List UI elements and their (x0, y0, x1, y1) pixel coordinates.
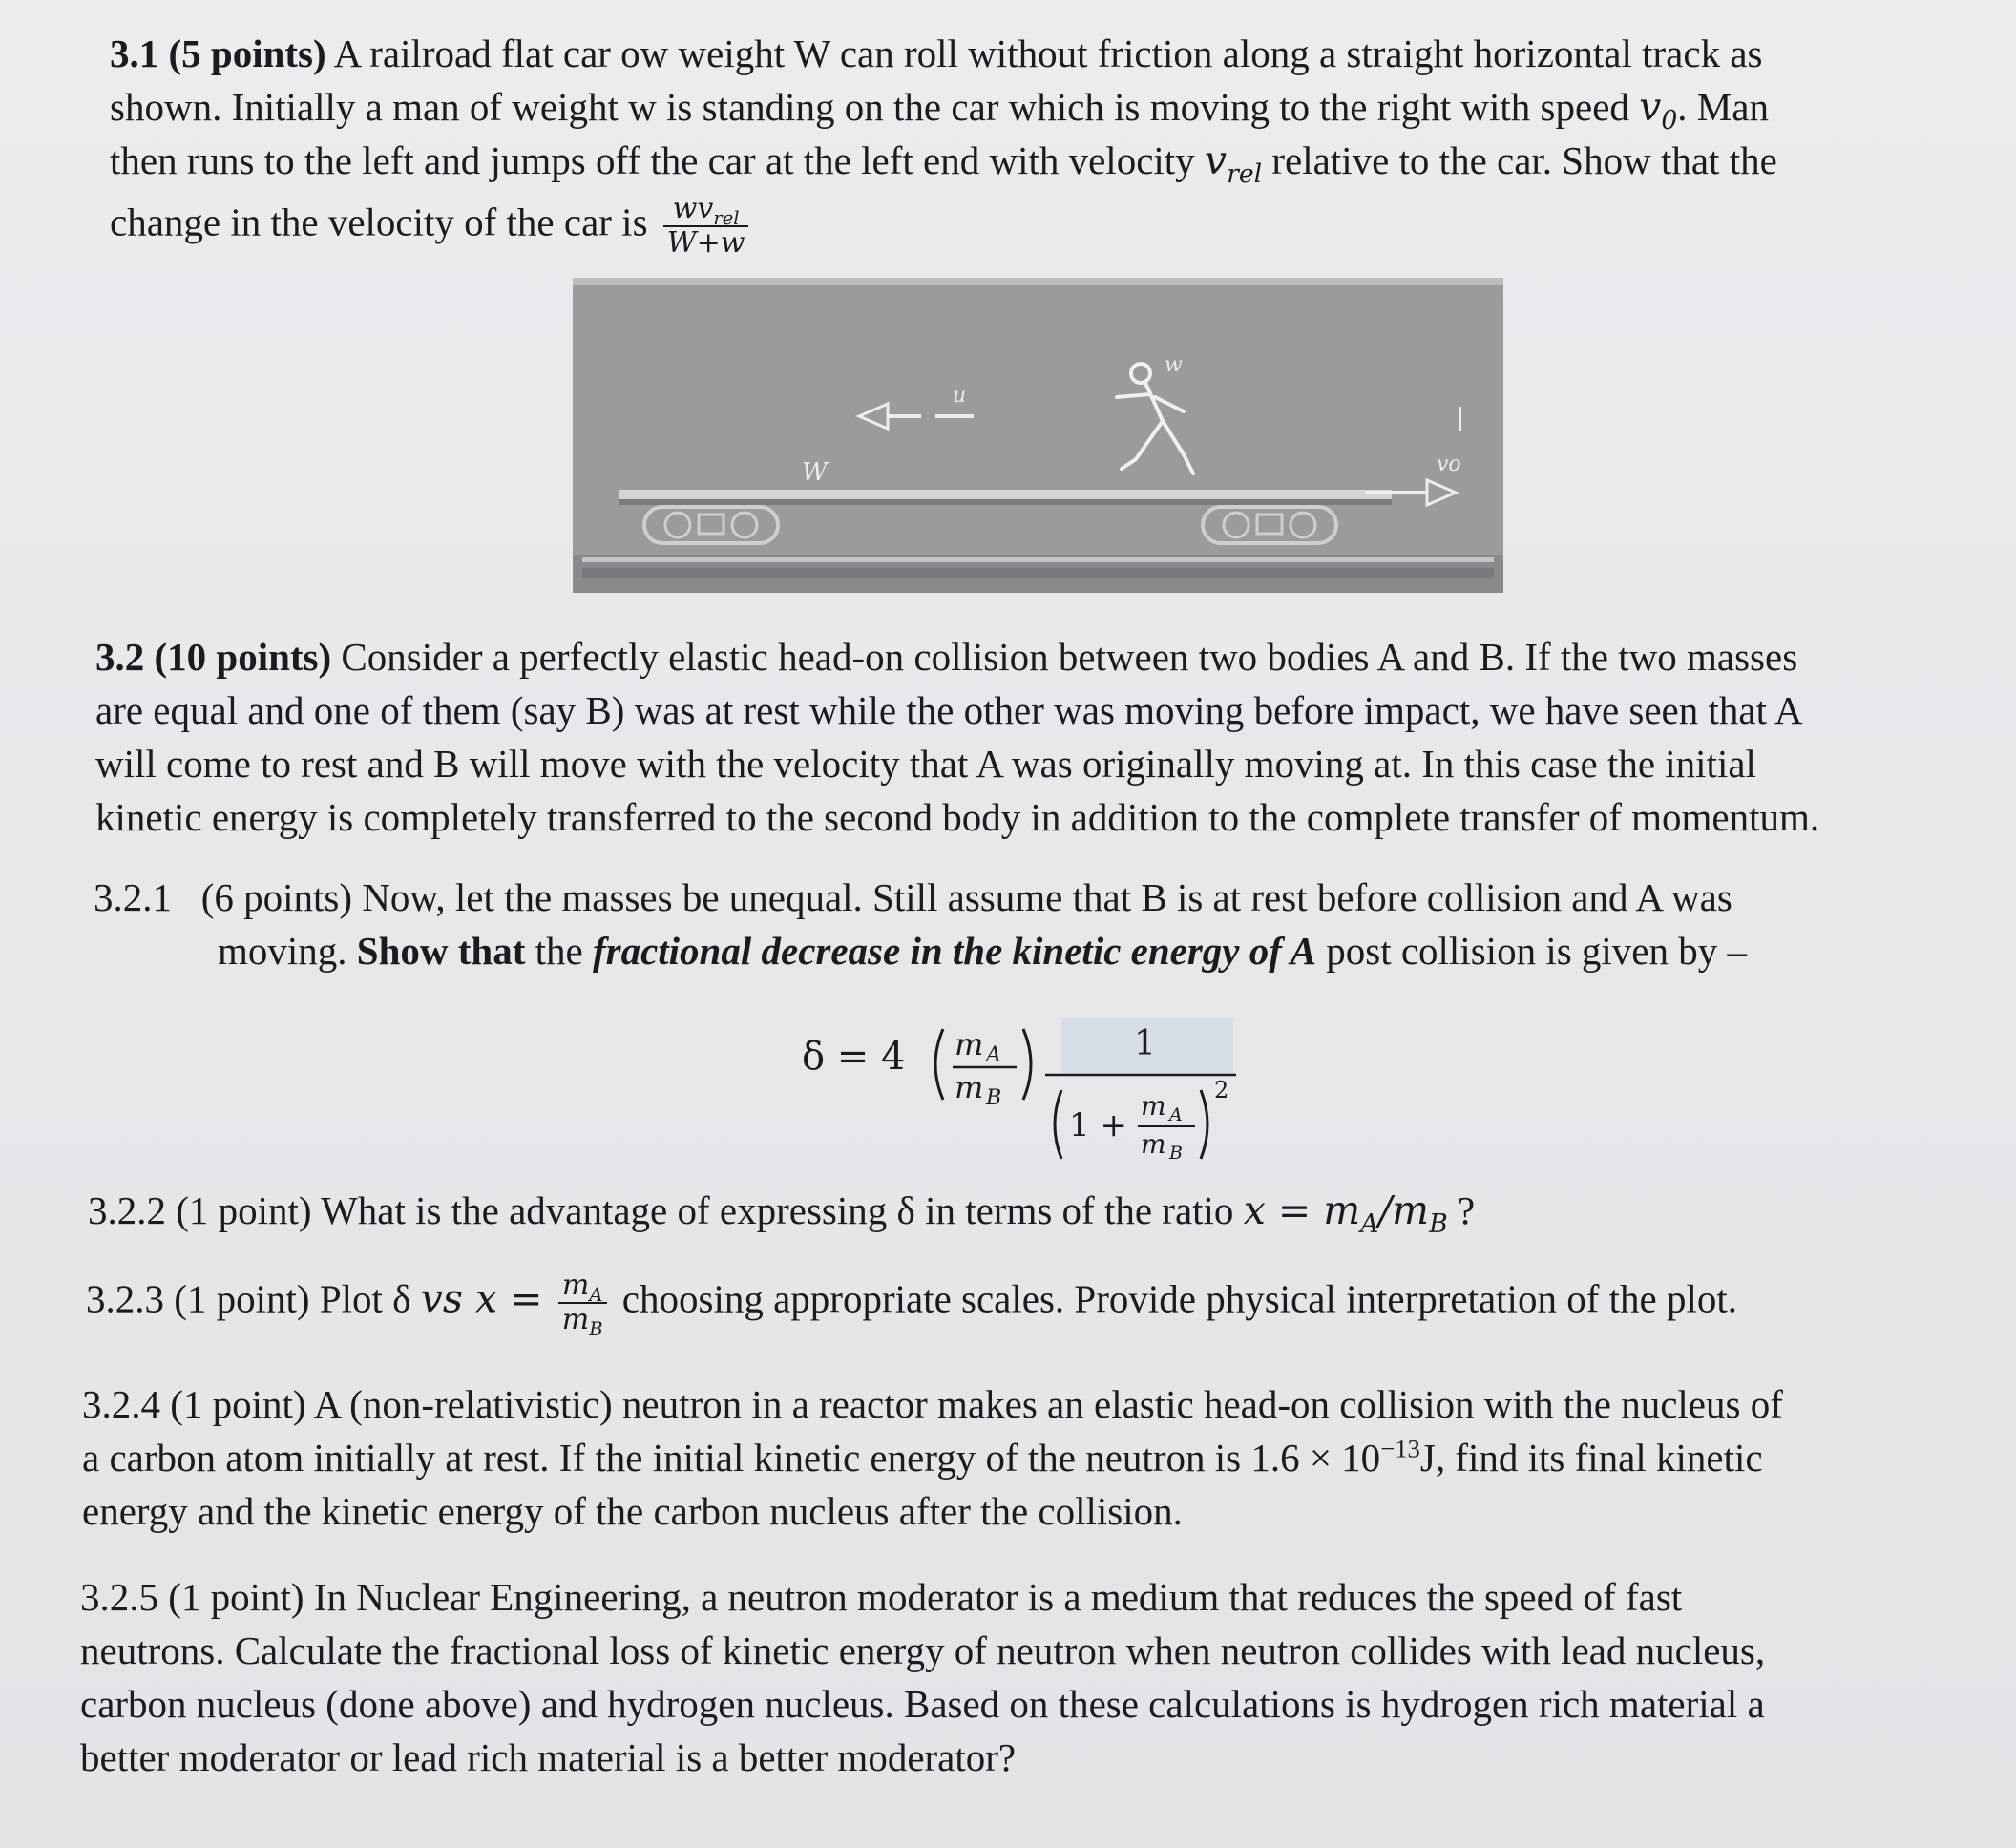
q322-ratio-b: B (1429, 1209, 1448, 1240)
q324-line2b: J, find its final kinetic (1419, 1436, 1763, 1480)
question-3-2-2 (88, 1184, 1476, 1240)
q323-vs: vs x = (420, 1275, 543, 1322)
q322-ratio-a: A (1360, 1209, 1379, 1240)
q324-line2a: a carbon atom initially at rest. If the initial kinetic energy of the neutron is 1.6 × 10 (82, 1436, 1381, 1480)
q321-emphasis: fractional decrease in the kinetic energy of A (592, 929, 1316, 973)
question-3-1 (110, 27, 1777, 260)
q31-points: (5 points) (168, 32, 326, 75)
flat-car-figure (573, 278, 1503, 593)
q32-line4: kinetic energy is completely transferred to the second body in addition to the complete transfer of momentum. (95, 795, 1820, 839)
q322-ratio: x = m (1243, 1187, 1361, 1233)
question-3-2-3 (86, 1269, 1737, 1340)
q321-line1: (6 points) Now, let the masses be unequal. Still assume that B is at rest before collision and A was (200, 875, 1732, 919)
eq-mb: m (955, 1069, 984, 1105)
q323-den: m (561, 1303, 590, 1336)
q325-line1: 3.2.5 (1 point) In Nuclear Engineering, a neutron moderator is a medium that reduces the speed of fast (80, 1575, 1683, 1619)
frac-den: W+w (666, 226, 746, 260)
eq-numerator-one: 1 (1134, 1024, 1156, 1063)
q32-line1: Consider a perfectly elastic head-on collision between two bodies A and B. If the two masses (341, 635, 1798, 679)
vrel-subscript: rel (1227, 159, 1263, 190)
q323-text-a: 3.2.3 (1 point) Plot δ (86, 1276, 421, 1321)
eq-den-mb: m (1141, 1128, 1166, 1160)
question-3-2-5 (80, 1570, 1765, 1784)
q32-points: (10 points) (154, 635, 332, 679)
question-3-2-4 (82, 1377, 1783, 1538)
label-w: w (1165, 353, 1183, 377)
q323-text-b: choosing appropriate scales. Provide physical interpretation of the plot. (621, 1276, 1737, 1321)
vrel-symbol: v (1204, 137, 1228, 183)
q324-line3: energy and the kinetic energy of the carbon nucleus after the collision. (82, 1489, 1183, 1533)
q325-line3: carbon nucleus (done above) and hydrogen nucleus. Based on these calculations is hydrogen rich material a (80, 1682, 1765, 1726)
q325-line4: better moderator or lead rich material is a better moderator? (80, 1735, 1017, 1779)
delta-equation (802, 1002, 1241, 1165)
q31-line1: A railroad flat car ow weight W can roll without friction along a straight horizontal track as (333, 32, 1763, 75)
label-v0: vo (1437, 452, 1461, 476)
flat-car-illustration (573, 278, 1503, 593)
label-u: u (953, 384, 967, 408)
q322-text: 3.2.2 (1 point) What is the advantage of expressing δ in terms of the ratio (88, 1188, 1244, 1232)
eq-den-ma-sub: A (1169, 1104, 1183, 1125)
q32-line2: are equal and one of them (say B) was at rest while the other was moving before impact, we have seen that A (95, 688, 1803, 732)
label-W: W (802, 458, 828, 487)
q31-line2a: shown. Initially a man of weight w is standing on the car which is moving to the right with speed (110, 85, 1640, 129)
frac-num-sub: rel (713, 207, 740, 229)
frac-num: wv (672, 192, 714, 225)
q32-line3: will come to rest and B will move with the velocity that A was originally moving at. In this case the initial (95, 742, 1756, 786)
q321-line2b: the (525, 929, 593, 973)
equation-svg (802, 1002, 1241, 1165)
eq-mb-sub: B (986, 1086, 1002, 1110)
figure-background (573, 278, 1503, 593)
velocity-change-fraction (663, 193, 749, 260)
q321-line2c: post collision is given by – (1316, 929, 1747, 973)
q31-line4: change in the velocity of the car is (110, 200, 648, 244)
eq-one-plus: 1 + (1069, 1106, 1127, 1144)
eq-exponent: 2 (1214, 1077, 1229, 1103)
q321-number: 3.2.1 (94, 875, 172, 919)
q325-line2: neutrons. Calculate the fractional loss of kinetic energy of neutron when neutron collides with lead nucleus, (80, 1628, 1766, 1672)
question-3-2 (95, 630, 1819, 844)
v0-subscript: 0 (1661, 106, 1678, 136)
q324-exponent: −13 (1380, 1434, 1420, 1463)
q323-num: m (561, 1269, 590, 1302)
eq-ma-sub: A (986, 1043, 1001, 1067)
eq-ma: m (955, 1026, 984, 1062)
q32-number: 3.2 (95, 635, 145, 679)
car-deck (619, 490, 1392, 499)
q322-tail: ? (1447, 1188, 1476, 1232)
q321-line2a: moving. (218, 929, 357, 973)
v0-symbol: v (1639, 84, 1662, 130)
q323-fraction (558, 1269, 607, 1340)
question-3-2-1 (94, 871, 1747, 977)
q31-number: 3.1 (110, 32, 159, 75)
q324-line1: 3.2.4 (1 point) A (non-relativistic) neutron in a reactor makes an elastic head-on collision with the nucleus of (82, 1382, 1783, 1426)
eq-den-ma: m (1141, 1090, 1166, 1122)
q31-line3a: then runs to the left and jumps off the car at the left end with velocity (110, 138, 1205, 182)
q323-den-sub: B (589, 1318, 603, 1340)
eq-den-mb-sub: B (1169, 1143, 1183, 1164)
q321-show-that: Show that (356, 929, 526, 973)
q31-line2b: . Man (1677, 85, 1769, 129)
eq-lhs: δ = 4 (802, 1035, 906, 1079)
q322-slash: /m (1378, 1187, 1430, 1233)
q31-line3b: relative to the car. Show that the (1262, 138, 1777, 182)
q323-num-sub: A (589, 1284, 603, 1306)
